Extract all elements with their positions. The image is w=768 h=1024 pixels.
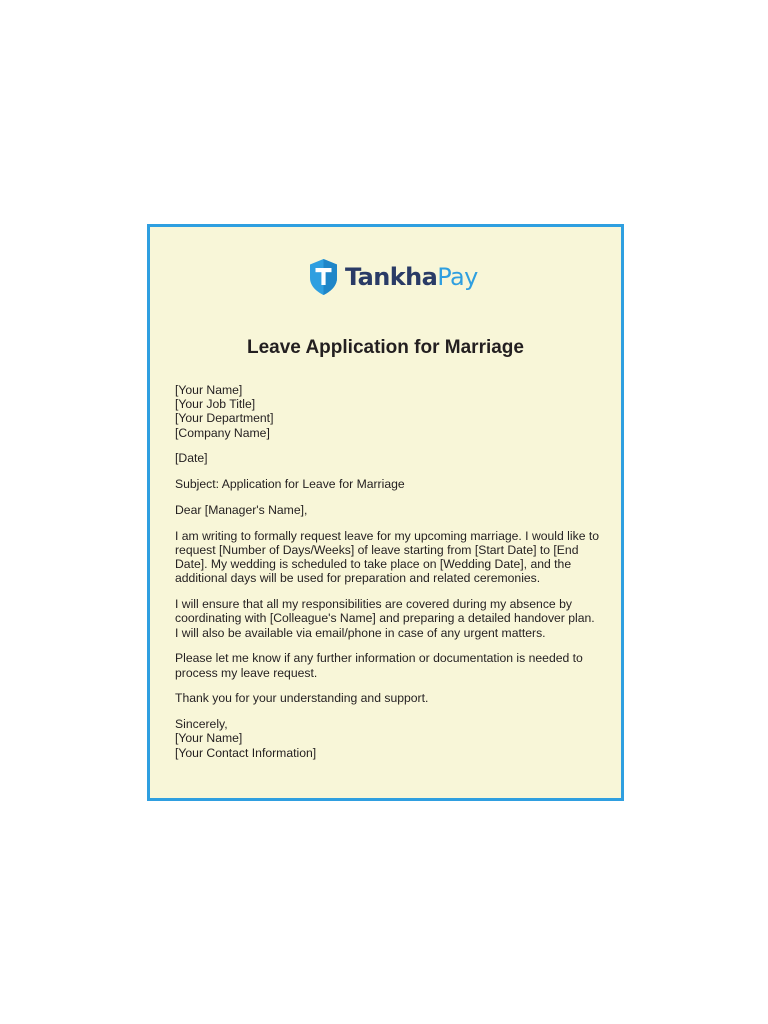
subject-line <box>175 477 605 491</box>
letter-card <box>147 224 624 801</box>
document-title: Leave Application for Marriage <box>247 337 524 358</box>
paragraph-line: request [Number of Days/Weeks] of leave starting from [Start Date] to [End <box>175 543 579 557</box>
brand-name-light: Pay <box>437 263 478 291</box>
thanks-line <box>175 691 605 705</box>
sender-name: [Your Name] <box>175 383 243 397</box>
date-line <box>175 451 605 465</box>
closing-block <box>175 717 605 760</box>
sender-job-title: [Your Job Title] <box>175 397 256 412</box>
date-text: [Date] <box>175 451 208 466</box>
sender-block <box>175 383 605 440</box>
paragraph-responsibilities <box>175 597 605 640</box>
closing-sincerely: Sincerely, <box>175 717 228 732</box>
paragraph-line: Please let me know if any further information or documentation is needed to <box>175 651 583 666</box>
paragraph-line: I am writing to formally request leave for my upcoming marriage. I would like to <box>175 528 600 543</box>
salutation <box>175 503 605 517</box>
shield-t-logo-icon <box>308 258 339 296</box>
paragraph-further-info <box>175 651 605 679</box>
paragraph-request <box>175 529 605 586</box>
subject-text: Subject: Application for Leave for Marriage <box>175 477 405 492</box>
paragraph-line: additional days will be used for preparation and related ceremonies. <box>175 571 541 586</box>
paragraph-line: Date]. My wedding is scheduled to take place on [Wedding Date], and the <box>175 557 572 572</box>
paragraph-line: I will also be available via email/phone in case of any urgent matters. <box>175 625 546 640</box>
brand-name-dark: Tankha <box>345 263 438 291</box>
letter-body <box>175 383 605 771</box>
paragraph-line: coordinating with [Colleague's Name] and preparing a detailed handover plan. <box>175 611 595 626</box>
thanks-text: Thank you for your understanding and support. <box>175 691 429 706</box>
closing-contact: [Your Contact Information] <box>175 745 317 760</box>
paragraph-line: I will ensure that all my responsibilities are covered during my absence by <box>175 597 572 612</box>
sender-company: [Company Name] <box>175 425 270 440</box>
paragraph-line: process my leave request. <box>175 665 318 680</box>
salutation-text: Dear [Manager's Name], <box>175 503 308 517</box>
brand-logo <box>308 257 478 297</box>
brand-name <box>345 265 478 289</box>
sender-department: [Your Department] <box>175 411 274 426</box>
closing-name: [Your Name] <box>175 731 243 746</box>
